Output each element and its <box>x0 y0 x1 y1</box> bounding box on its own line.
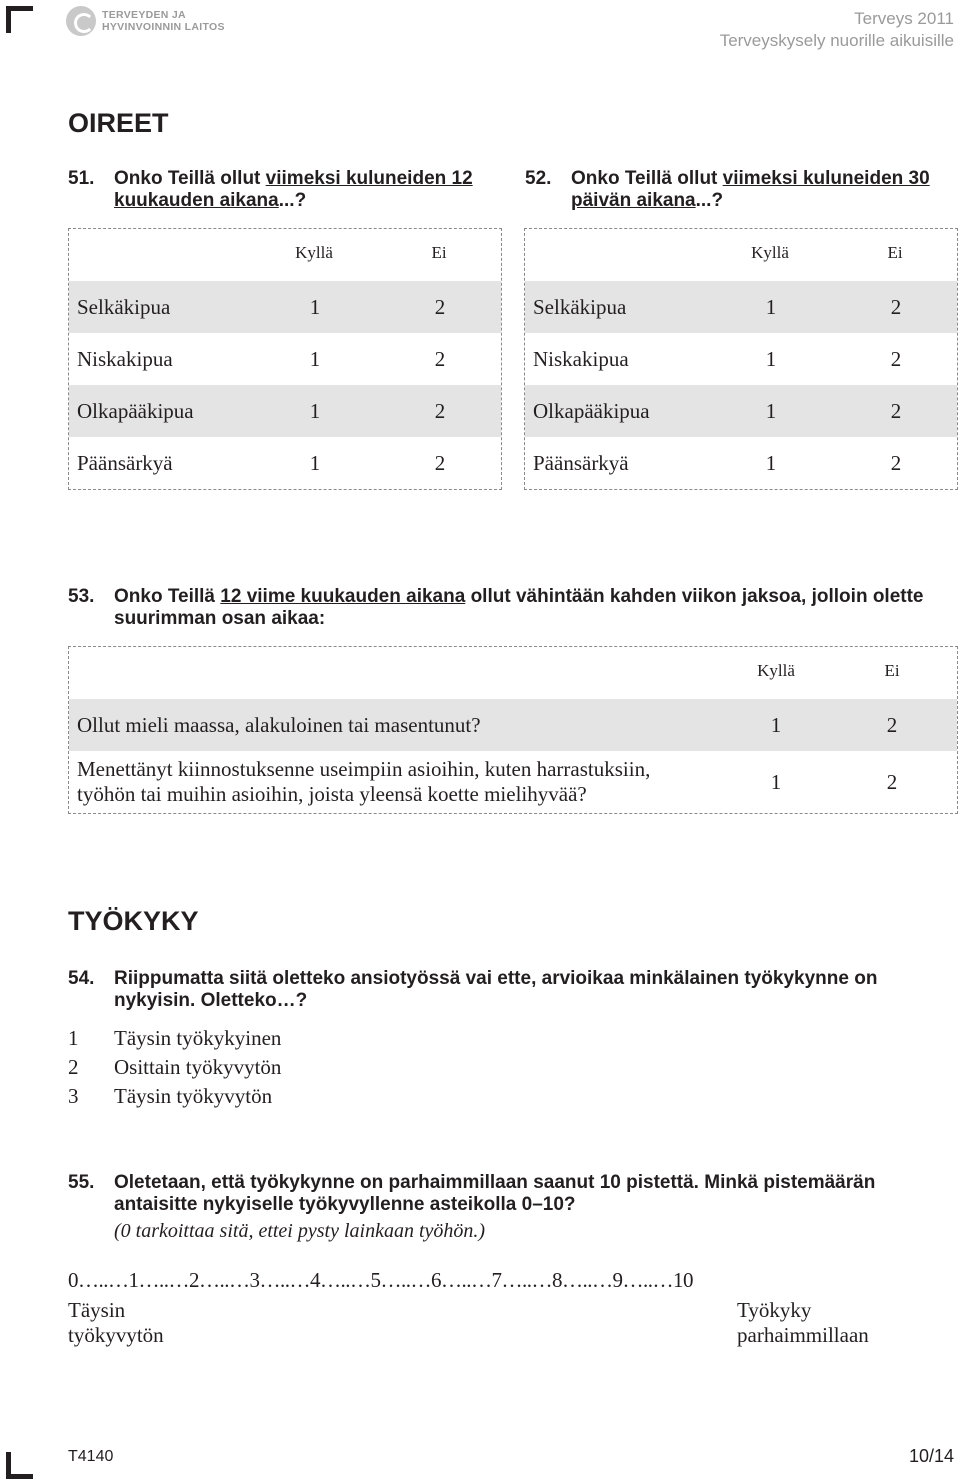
row-label: Päänsärkyä <box>533 450 629 475</box>
row-label: Olkapääkipua <box>77 398 194 423</box>
option-yes[interactable]: 1 <box>765 398 777 423</box>
row-label: Päänsärkyä <box>77 450 173 475</box>
row-label: Selkäkipua <box>77 294 171 319</box>
row-label: Olkapääkipua <box>533 398 650 423</box>
option-yes[interactable]: 1 <box>770 712 782 737</box>
header-no: Ei <box>887 243 903 262</box>
option-yes[interactable]: 1 <box>309 398 321 423</box>
table-row <box>525 281 957 333</box>
logo-line-2: HYVINVOINNIN LAITOS <box>102 21 225 33</box>
answer-option[interactable]: 1 Täysin työkykyinen <box>68 1026 282 1050</box>
section-title-tyokyky: TYÖKYKY <box>68 906 199 936</box>
answer-option[interactable]: 3 Täysin työkyvytön <box>68 1084 273 1108</box>
question-54 <box>68 968 938 1012</box>
survey-subtitle: Terveyskysely nuorille aikuisille <box>719 31 954 50</box>
option-yes[interactable]: 1 <box>309 450 321 475</box>
question-55 <box>68 1172 948 1216</box>
scale-high-label: Työkyky parhaimmillaan <box>737 1298 869 1347</box>
question-52 <box>525 168 935 212</box>
option-no[interactable]: 2 <box>886 712 898 737</box>
question-note: (0 tarkoittaa sitä, ettei pysty lainkaan työhön.) <box>114 1220 486 1242</box>
table-row <box>69 333 501 385</box>
header-yes: Kyllä <box>751 243 789 262</box>
answer-table-53 <box>68 646 958 814</box>
option-no[interactable]: 2 <box>886 769 898 794</box>
answer-option[interactable]: 2 Osittain työkyvytön <box>68 1055 282 1079</box>
option-no[interactable]: 2 <box>434 346 446 371</box>
question-51 <box>68 168 478 212</box>
logo-line-1: TERVEYDEN JA <box>102 9 186 21</box>
logo-text <box>102 9 225 33</box>
table-row <box>69 751 957 813</box>
table-row <box>69 281 501 333</box>
thl-logo <box>66 6 225 36</box>
table-row <box>69 385 501 437</box>
page-number: 10/14 <box>908 1446 954 1466</box>
crop-mark-top-left <box>6 6 33 33</box>
form-code: T4140 <box>68 1448 114 1465</box>
question-number: 52. <box>525 168 552 189</box>
answer-table-51 <box>68 228 502 490</box>
option-no[interactable]: 2 <box>434 294 446 319</box>
table-row <box>69 437 501 489</box>
option-yes[interactable]: 1 <box>765 294 777 319</box>
thl-logo-icon <box>66 6 96 36</box>
question-number: 55. <box>68 1172 95 1193</box>
crop-mark-bottom-left <box>6 1452 33 1479</box>
option-yes[interactable]: 1 <box>765 346 777 371</box>
row-label: Selkäkipua <box>533 294 627 319</box>
option-no[interactable]: 2 <box>890 294 902 319</box>
question-number: 53. <box>68 586 95 607</box>
scale-low-label: Täysin työkyvytön <box>68 1298 164 1347</box>
row-label: Ollut mieli maassa, alakuloinen tai masentunut? <box>77 712 481 737</box>
table-row <box>69 699 957 751</box>
option-yes[interactable]: 1 <box>765 450 777 475</box>
row-label: Menettänyt kiinnostuksenne useimpiin asioihin, kuten harrastuksiin, työhön tai muihin asioihin, joista yleensä koette mielihyvää? <box>77 757 651 806</box>
section-title-oireet: OIREET <box>68 108 169 138</box>
question-text: Onko Teillä 12 viime kuukauden aikana ollut vähintään kahden viikon jaksoa, jolloin olette suurimman osan aikaa: <box>114 586 924 629</box>
option-no[interactable]: 2 <box>890 398 902 423</box>
header-yes: Kyllä <box>757 661 795 680</box>
answer-options-54 <box>68 1024 281 1111</box>
row-label: Niskakipua <box>533 346 629 371</box>
question-text: Riippumatta siitä oletteko ansiotyössä vai ette, arvioikaa minkälainen työkykynne on nykyisin. Oletteko…? <box>114 968 878 1011</box>
table-row <box>525 437 957 489</box>
option-yes[interactable]: 1 <box>770 769 782 794</box>
question-text: Oletetaan, että työkykynne on parhaimmillaan saanut 10 pistettä. Minkä pistemäärän antaisitte nykyiselle työkyvyllenne asteikolla 0–10? <box>114 1172 876 1215</box>
option-yes[interactable]: 1 <box>309 346 321 371</box>
header-no: Ei <box>884 661 900 680</box>
rating-scale[interactable]: 0…..…1…..…2…..…3…..…4…..…5…..…6…..…7…..…8…..…9…..…10 <box>68 1268 693 1292</box>
table-row <box>525 385 957 437</box>
row-label: Niskakipua <box>77 346 173 371</box>
survey-header <box>720 8 954 52</box>
option-no[interactable]: 2 <box>890 450 902 475</box>
question-text: Onko Teillä ollut viimeksi kuluneiden 12 kuukauden aikana...? <box>114 168 473 211</box>
question-53 <box>68 586 938 630</box>
question-number: 54. <box>68 968 95 989</box>
option-no[interactable]: 2 <box>434 398 446 423</box>
question-number: 51. <box>68 168 95 189</box>
question-text: Onko Teillä ollut viimeksi kuluneiden 30 päivän aikana...? <box>571 168 930 211</box>
option-no[interactable]: 2 <box>890 346 902 371</box>
table-row <box>525 333 957 385</box>
option-yes[interactable]: 1 <box>309 294 321 319</box>
header-no: Ei <box>431 243 447 262</box>
header-yes: Kyllä <box>295 243 333 262</box>
survey-title: Terveys 2011 <box>854 9 954 28</box>
answer-table-52 <box>524 228 958 490</box>
option-no[interactable]: 2 <box>434 450 446 475</box>
